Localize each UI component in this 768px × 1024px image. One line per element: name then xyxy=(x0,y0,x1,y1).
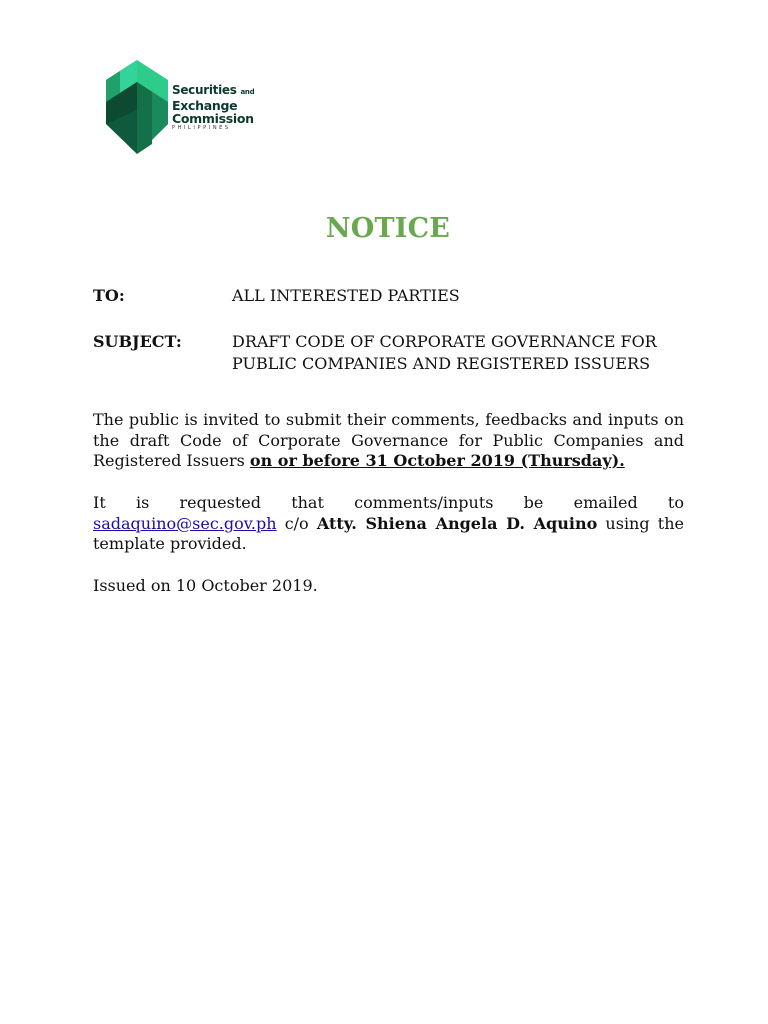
contact-name: Atty. Shiena Angela D. Aquino xyxy=(316,513,598,533)
issued-date: Issued on 10 October 2019. xyxy=(93,576,318,595)
subject-label: SUBJECT: xyxy=(93,332,182,351)
invitation-paragraph xyxy=(93,410,684,472)
logo-line-securities: Securities xyxy=(172,83,237,97)
logo-line-commission: Commission xyxy=(172,111,254,126)
subject-line-2: PUBLIC COMPANIES AND REGISTERED ISSUERS xyxy=(232,354,651,373)
sec-logo-icon xyxy=(106,60,168,154)
request-lead-text: It is requested that comments/inputs be emailed to xyxy=(93,493,684,512)
sec-wordmark xyxy=(172,82,254,131)
deadline-text: on or before 31 October 2019 (Thursday). xyxy=(249,451,625,470)
care-of-text: c/o xyxy=(276,513,317,533)
email-request-paragraph xyxy=(93,493,684,555)
logo-line-philippines: PHILIPPINES xyxy=(172,125,231,131)
invitation-text: The public is invited to submit their comments, feedbacks and inputs on the draft Code of Corporate Governance for Public Companies and Registered Issuers xyxy=(93,410,684,470)
email-link[interactable]: sadaquino@sec.gov.ph xyxy=(93,513,277,533)
sec-logo xyxy=(106,60,276,156)
notice-title: NOTICE xyxy=(325,213,451,244)
to-label: TO: xyxy=(93,286,125,305)
logo-line-and: and xyxy=(240,88,255,96)
subject-line-1: DRAFT CODE OF CORPORATE GOVERNANCE FOR xyxy=(232,332,657,351)
request-tail-text: using the template provided. xyxy=(93,513,684,553)
logo-line-exchange: Exchange xyxy=(172,98,238,113)
to-value: ALL INTERESTED PARTIES xyxy=(232,286,460,305)
subject-value xyxy=(232,331,692,375)
